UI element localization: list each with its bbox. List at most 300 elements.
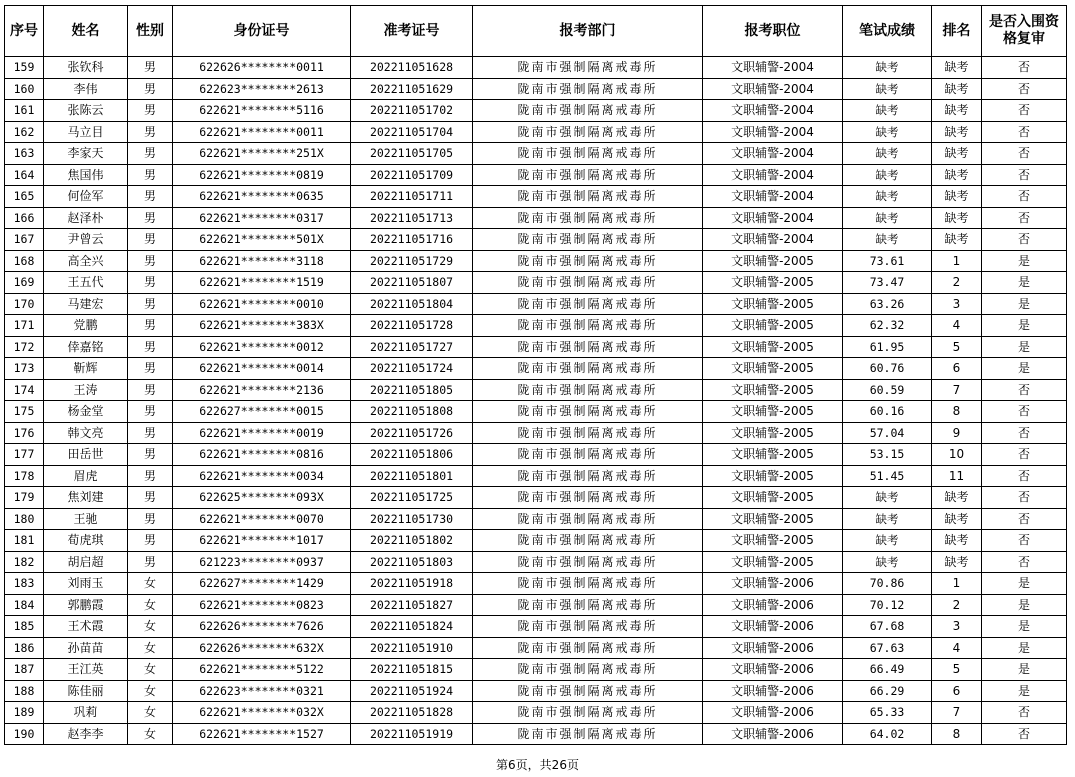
cell-exam-number: 202211051808	[351, 401, 473, 423]
cell-rank: 缺考	[932, 508, 982, 530]
cell-rank: 8	[932, 401, 982, 423]
cell-qualified: 是	[982, 272, 1067, 294]
table-row	[5, 229, 1067, 251]
cell-id-number: 622621********1519	[173, 272, 351, 294]
cell-qualified: 是	[982, 573, 1067, 595]
cell-gender: 女	[128, 659, 173, 681]
cell-qualified: 否	[982, 444, 1067, 466]
cell-department: 陇南市强制隔离戒毒所	[473, 702, 703, 724]
cell-position: 文职辅警-2004	[703, 121, 843, 143]
cell-seq: 185	[5, 616, 44, 638]
table-row	[5, 551, 1067, 573]
cell-position: 文职辅警-2004	[703, 229, 843, 251]
cell-id-number: 622621********0070	[173, 508, 351, 530]
table-row	[5, 100, 1067, 122]
cell-department: 陇南市强制隔离戒毒所	[473, 616, 703, 638]
cell-rank: 3	[932, 293, 982, 315]
cell-rank: 缺考	[932, 487, 982, 509]
cell-position: 文职辅警-2005	[703, 444, 843, 466]
cell-seq: 182	[5, 551, 44, 573]
cell-name: 焦国伟	[44, 164, 128, 186]
cell-exam-number: 202211051629	[351, 78, 473, 100]
cell-position: 文职辅警-2005	[703, 379, 843, 401]
cell-department: 陇南市强制隔离戒毒所	[473, 422, 703, 444]
cell-qualified: 是	[982, 594, 1067, 616]
cell-score: 63.26	[843, 293, 932, 315]
cell-gender: 男	[128, 551, 173, 573]
cell-department: 陇南市强制隔离戒毒所	[473, 551, 703, 573]
cell-exam-number: 202211051806	[351, 444, 473, 466]
cell-exam-number: 202211051802	[351, 530, 473, 552]
cell-id-number: 622626********632X	[173, 637, 351, 659]
table-row	[5, 723, 1067, 745]
cell-id-number: 622621********032X	[173, 702, 351, 724]
cell-id-number: 622621********251X	[173, 143, 351, 165]
cell-qualified: 否	[982, 186, 1067, 208]
cell-qualified: 否	[982, 530, 1067, 552]
header-position: 报考职位	[703, 6, 843, 57]
cell-department: 陇南市强制隔离戒毒所	[473, 573, 703, 595]
cell-rank: 缺考	[932, 229, 982, 251]
cell-id-number: 622621********0819	[173, 164, 351, 186]
cell-seq: 171	[5, 315, 44, 337]
cell-position: 文职辅警-2005	[703, 551, 843, 573]
cell-seq: 178	[5, 465, 44, 487]
cell-score: 60.16	[843, 401, 932, 423]
cell-name: 焦刘建	[44, 487, 128, 509]
cell-exam-number: 202211051801	[351, 465, 473, 487]
header-department: 报考部门	[473, 6, 703, 57]
cell-rank: 10	[932, 444, 982, 466]
cell-qualified: 是	[982, 616, 1067, 638]
cell-name: 何俭军	[44, 186, 128, 208]
cell-gender: 男	[128, 530, 173, 552]
cell-position: 文职辅警-2004	[703, 78, 843, 100]
header-rank: 排名	[932, 6, 982, 57]
cell-gender: 男	[128, 422, 173, 444]
results-table	[4, 5, 1067, 745]
cell-exam-number: 202211051728	[351, 315, 473, 337]
cell-qualified: 否	[982, 143, 1067, 165]
cell-score: 73.61	[843, 250, 932, 272]
cell-qualified: 是	[982, 315, 1067, 337]
cell-score: 缺考	[843, 78, 932, 100]
cell-gender: 男	[128, 379, 173, 401]
cell-position: 文职辅警-2006	[703, 637, 843, 659]
cell-rank: 5	[932, 659, 982, 681]
cell-seq: 161	[5, 100, 44, 122]
cell-id-number: 622621********0019	[173, 422, 351, 444]
header-id-number: 身份证号	[173, 6, 351, 57]
cell-qualified: 否	[982, 379, 1067, 401]
cell-exam-number: 202211051726	[351, 422, 473, 444]
cell-department: 陇南市强制隔离戒毒所	[473, 594, 703, 616]
cell-department: 陇南市强制隔离戒毒所	[473, 186, 703, 208]
cell-id-number: 622623********2613	[173, 78, 351, 100]
cell-rank: 7	[932, 702, 982, 724]
cell-gender: 男	[128, 164, 173, 186]
cell-id-number: 622623********0321	[173, 680, 351, 702]
cell-seq: 164	[5, 164, 44, 186]
cell-seq: 173	[5, 358, 44, 380]
cell-rank: 2	[932, 272, 982, 294]
table-row	[5, 616, 1067, 638]
cell-position: 文职辅警-2005	[703, 336, 843, 358]
table-row	[5, 573, 1067, 595]
cell-qualified: 是	[982, 680, 1067, 702]
cell-department: 陇南市强制隔离戒毒所	[473, 121, 703, 143]
cell-department: 陇南市强制隔离戒毒所	[473, 530, 703, 552]
cell-gender: 男	[128, 487, 173, 509]
cell-id-number: 622621********5122	[173, 659, 351, 681]
cell-gender: 男	[128, 358, 173, 380]
cell-seq: 175	[5, 401, 44, 423]
cell-score: 60.76	[843, 358, 932, 380]
cell-seq: 159	[5, 57, 44, 79]
cell-seq: 163	[5, 143, 44, 165]
cell-position: 文职辅警-2004	[703, 164, 843, 186]
cell-department: 陇南市强制隔离戒毒所	[473, 229, 703, 251]
cell-exam-number: 202211051725	[351, 487, 473, 509]
cell-rank: 6	[932, 358, 982, 380]
table-row	[5, 487, 1067, 509]
cell-department: 陇南市强制隔离戒毒所	[473, 444, 703, 466]
cell-qualified: 否	[982, 57, 1067, 79]
cell-seq: 170	[5, 293, 44, 315]
cell-qualified: 是	[982, 336, 1067, 358]
cell-name: 杨金堂	[44, 401, 128, 423]
cell-qualified: 否	[982, 702, 1067, 724]
header-gender: 性别	[128, 6, 173, 57]
cell-department: 陇南市强制隔离戒毒所	[473, 723, 703, 745]
cell-gender: 女	[128, 573, 173, 595]
cell-gender: 男	[128, 78, 173, 100]
cell-position: 文职辅警-2004	[703, 57, 843, 79]
cell-name: 党鹏	[44, 315, 128, 337]
cell-score: 51.45	[843, 465, 932, 487]
cell-qualified: 否	[982, 207, 1067, 229]
cell-score: 缺考	[843, 508, 932, 530]
table-row	[5, 293, 1067, 315]
cell-rank: 7	[932, 379, 982, 401]
cell-qualified: 否	[982, 100, 1067, 122]
cell-seq: 189	[5, 702, 44, 724]
cell-id-number: 622621********1017	[173, 530, 351, 552]
cell-department: 陇南市强制隔离戒毒所	[473, 164, 703, 186]
cell-score: 73.47	[843, 272, 932, 294]
cell-position: 文职辅警-2004	[703, 143, 843, 165]
cell-score: 66.29	[843, 680, 932, 702]
table-row	[5, 186, 1067, 208]
cell-score: 缺考	[843, 229, 932, 251]
cell-exam-number: 202211051910	[351, 637, 473, 659]
cell-department: 陇南市强制隔离戒毒所	[473, 315, 703, 337]
table-row	[5, 315, 1067, 337]
cell-qualified: 否	[982, 164, 1067, 186]
cell-qualified: 否	[982, 508, 1067, 530]
cell-rank: 缺考	[932, 100, 982, 122]
cell-position: 文职辅警-2006	[703, 702, 843, 724]
cell-score: 53.15	[843, 444, 932, 466]
cell-rank: 缺考	[932, 207, 982, 229]
cell-name: 李伟	[44, 78, 128, 100]
cell-qualified: 否	[982, 422, 1067, 444]
cell-exam-number: 202211051727	[351, 336, 473, 358]
cell-seq: 177	[5, 444, 44, 466]
cell-name: 陈佳丽	[44, 680, 128, 702]
cell-id-number: 622621********0014	[173, 358, 351, 380]
cell-id-number: 622621********0010	[173, 293, 351, 315]
cell-name: 王驰	[44, 508, 128, 530]
cell-exam-number: 202211051805	[351, 379, 473, 401]
cell-qualified: 是	[982, 250, 1067, 272]
cell-exam-number: 202211051628	[351, 57, 473, 79]
cell-rank: 缺考	[932, 551, 982, 573]
cell-id-number: 622621********0816	[173, 444, 351, 466]
cell-gender: 男	[128, 121, 173, 143]
cell-qualified: 否	[982, 78, 1067, 100]
cell-exam-number: 202211051815	[351, 659, 473, 681]
cell-id-number: 622627********1429	[173, 573, 351, 595]
table-row	[5, 422, 1067, 444]
cell-name: 刘雨玉	[44, 573, 128, 595]
cell-seq: 187	[5, 659, 44, 681]
cell-gender: 男	[128, 336, 173, 358]
cell-position: 文职辅警-2005	[703, 401, 843, 423]
cell-rank: 缺考	[932, 530, 982, 552]
cell-score: 缺考	[843, 143, 932, 165]
cell-exam-number: 202211051711	[351, 186, 473, 208]
table-row	[5, 530, 1067, 552]
cell-qualified: 否	[982, 487, 1067, 509]
cell-department: 陇南市强制隔离戒毒所	[473, 143, 703, 165]
cell-department: 陇南市强制隔离戒毒所	[473, 57, 703, 79]
table-row	[5, 164, 1067, 186]
cell-rank: 2	[932, 594, 982, 616]
cell-position: 文职辅警-2005	[703, 250, 843, 272]
cell-position: 文职辅警-2004	[703, 207, 843, 229]
table-row	[5, 57, 1067, 79]
table-row	[5, 78, 1067, 100]
cell-exam-number: 202211051803	[351, 551, 473, 573]
table-row	[5, 272, 1067, 294]
cell-department: 陇南市强制隔离戒毒所	[473, 680, 703, 702]
cell-name: 韩文亮	[44, 422, 128, 444]
cell-id-number: 622627********0015	[173, 401, 351, 423]
cell-score: 61.95	[843, 336, 932, 358]
cell-rank: 11	[932, 465, 982, 487]
cell-id-number: 622621********501X	[173, 229, 351, 251]
table-row	[5, 702, 1067, 724]
cell-position: 文职辅警-2006	[703, 680, 843, 702]
table-row	[5, 250, 1067, 272]
cell-seq: 168	[5, 250, 44, 272]
cell-name: 李家天	[44, 143, 128, 165]
cell-gender: 男	[128, 272, 173, 294]
cell-department: 陇南市强制隔离戒毒所	[473, 293, 703, 315]
cell-id-number: 622621********0317	[173, 207, 351, 229]
cell-score: 65.33	[843, 702, 932, 724]
cell-name: 尹曾云	[44, 229, 128, 251]
cell-seq: 165	[5, 186, 44, 208]
cell-seq: 184	[5, 594, 44, 616]
cell-name: 王江英	[44, 659, 128, 681]
cell-position: 文职辅警-2004	[703, 186, 843, 208]
cell-qualified: 否	[982, 551, 1067, 573]
cell-exam-number: 202211051918	[351, 573, 473, 595]
cell-department: 陇南市强制隔离戒毒所	[473, 78, 703, 100]
cell-department: 陇南市强制隔离戒毒所	[473, 336, 703, 358]
cell-seq: 176	[5, 422, 44, 444]
cell-score: 缺考	[843, 487, 932, 509]
cell-position: 文职辅警-2005	[703, 315, 843, 337]
cell-rank: 8	[932, 723, 982, 745]
cell-gender: 女	[128, 680, 173, 702]
cell-name: 张陈云	[44, 100, 128, 122]
cell-position: 文职辅警-2004	[703, 100, 843, 122]
cell-exam-number: 202211051705	[351, 143, 473, 165]
cell-id-number: 622621********0012	[173, 336, 351, 358]
cell-gender: 男	[128, 57, 173, 79]
cell-name: 张钦科	[44, 57, 128, 79]
cell-qualified: 否	[982, 229, 1067, 251]
table-row	[5, 358, 1067, 380]
table-row	[5, 659, 1067, 681]
cell-score: 缺考	[843, 551, 932, 573]
cell-score: 缺考	[843, 121, 932, 143]
cell-id-number: 622621********0635	[173, 186, 351, 208]
cell-department: 陇南市强制隔离戒毒所	[473, 487, 703, 509]
cell-gender: 男	[128, 315, 173, 337]
cell-rank: 1	[932, 250, 982, 272]
cell-department: 陇南市强制隔离戒毒所	[473, 401, 703, 423]
cell-rank: 缺考	[932, 78, 982, 100]
cell-qualified: 是	[982, 659, 1067, 681]
cell-rank: 6	[932, 680, 982, 702]
cell-name: 王涛	[44, 379, 128, 401]
cell-gender: 男	[128, 100, 173, 122]
cell-id-number: 622621********1527	[173, 723, 351, 745]
cell-id-number: 622626********7626	[173, 616, 351, 638]
cell-name: 王术霞	[44, 616, 128, 638]
cell-id-number: 622621********3118	[173, 250, 351, 272]
table-row	[5, 401, 1067, 423]
cell-rank: 缺考	[932, 143, 982, 165]
cell-id-number: 622621********5116	[173, 100, 351, 122]
cell-name: 赵泽朴	[44, 207, 128, 229]
cell-position: 文职辅警-2006	[703, 659, 843, 681]
cell-exam-number: 202211051919	[351, 723, 473, 745]
cell-score: 67.68	[843, 616, 932, 638]
cell-name: 马立目	[44, 121, 128, 143]
cell-rank: 1	[932, 573, 982, 595]
cell-rank: 缺考	[932, 57, 982, 79]
cell-rank: 缺考	[932, 164, 982, 186]
cell-qualified: 否	[982, 465, 1067, 487]
cell-score: 缺考	[843, 186, 932, 208]
cell-exam-number: 202211051828	[351, 702, 473, 724]
cell-seq: 186	[5, 637, 44, 659]
table-row	[5, 594, 1067, 616]
cell-department: 陇南市强制隔离戒毒所	[473, 207, 703, 229]
cell-qualified: 否	[982, 121, 1067, 143]
table-row	[5, 379, 1067, 401]
cell-gender: 男	[128, 508, 173, 530]
header-qualified: 是否入围资格复审	[982, 6, 1067, 57]
cell-qualified: 是	[982, 637, 1067, 659]
cell-department: 陇南市强制隔离戒毒所	[473, 358, 703, 380]
cell-name: 王五代	[44, 272, 128, 294]
cell-gender: 男	[128, 250, 173, 272]
cell-name: 马建宏	[44, 293, 128, 315]
cell-gender: 女	[128, 723, 173, 745]
cell-seq: 180	[5, 508, 44, 530]
cell-score: 64.02	[843, 723, 932, 745]
cell-seq: 188	[5, 680, 44, 702]
cell-qualified: 是	[982, 358, 1067, 380]
cell-exam-number: 202211051824	[351, 616, 473, 638]
cell-qualified: 是	[982, 293, 1067, 315]
cell-gender: 女	[128, 637, 173, 659]
header-seq: 序号	[5, 6, 44, 57]
table-row	[5, 444, 1067, 466]
cell-exam-number: 202211051730	[351, 508, 473, 530]
cell-score: 缺考	[843, 207, 932, 229]
cell-position: 文职辅警-2005	[703, 487, 843, 509]
cell-rank: 5	[932, 336, 982, 358]
cell-id-number: 622621********2136	[173, 379, 351, 401]
cell-department: 陇南市强制隔离戒毒所	[473, 659, 703, 681]
page-footer: 第6页，共26页	[496, 758, 579, 772]
cell-name: 赵李李	[44, 723, 128, 745]
cell-seq: 160	[5, 78, 44, 100]
cell-id-number: 621223********0937	[173, 551, 351, 573]
table-row	[5, 508, 1067, 530]
cell-score: 70.12	[843, 594, 932, 616]
cell-rank: 9	[932, 422, 982, 444]
table-row	[5, 143, 1067, 165]
cell-id-number: 622621********0034	[173, 465, 351, 487]
cell-seq: 162	[5, 121, 44, 143]
cell-department: 陇南市强制隔离戒毒所	[473, 250, 703, 272]
cell-position: 文职辅警-2005	[703, 508, 843, 530]
cell-seq: 183	[5, 573, 44, 595]
cell-seq: 172	[5, 336, 44, 358]
cell-position: 文职辅警-2006	[703, 616, 843, 638]
cell-score: 66.49	[843, 659, 932, 681]
cell-name: 郭鹏霞	[44, 594, 128, 616]
cell-gender: 女	[128, 594, 173, 616]
cell-name: 巩莉	[44, 702, 128, 724]
cell-score: 缺考	[843, 530, 932, 552]
cell-seq: 179	[5, 487, 44, 509]
cell-name: 高全兴	[44, 250, 128, 272]
cell-score: 60.59	[843, 379, 932, 401]
cell-exam-number: 202211051807	[351, 272, 473, 294]
cell-name: 靳辉	[44, 358, 128, 380]
cell-qualified: 否	[982, 401, 1067, 423]
cell-gender: 女	[128, 616, 173, 638]
cell-rank: 4	[932, 315, 982, 337]
cell-exam-number: 202211051709	[351, 164, 473, 186]
table-header-row	[5, 6, 1067, 57]
cell-gender: 男	[128, 465, 173, 487]
cell-score: 70.86	[843, 573, 932, 595]
cell-rank: 4	[932, 637, 982, 659]
cell-position: 文职辅警-2005	[703, 272, 843, 294]
table-row	[5, 680, 1067, 702]
cell-rank: 3	[932, 616, 982, 638]
